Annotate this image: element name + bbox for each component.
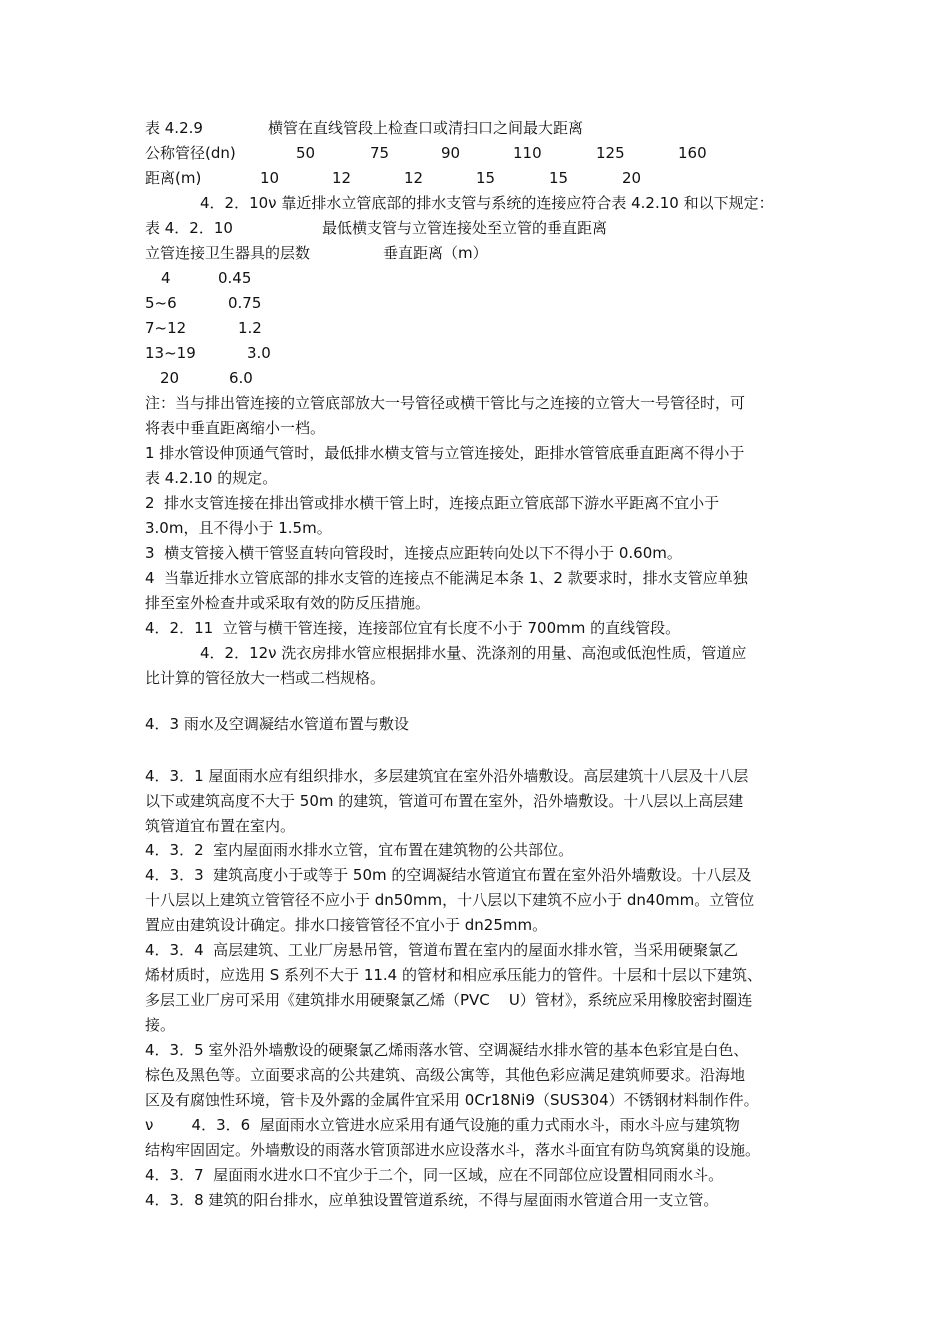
paragraph-4-3-6: ν 4．3．6 屋面雨水立管进水应采用有通气设施的重力式雨水斗，雨水斗应与建筑物 [145, 1116, 740, 1134]
clause-line: 3 横支管接入横干管竖直转向管段时，连接点应距转向处以下不得小于 0.60m。 [145, 544, 682, 562]
table-429-cell: 125 [596, 144, 625, 162]
table-429-cell: 90 [441, 144, 461, 162]
table-429-header-cell: 公称管径(dn) [145, 144, 236, 162]
table-429-cell: 12 [404, 169, 424, 187]
paragraph-4-2-12: 比计算的管径放大一档或二档规格。 [145, 669, 386, 687]
paragraph-4-3-1: 筑管道宜布置在室内。 [145, 817, 296, 835]
table-4210-cell: 13~19 [145, 344, 196, 362]
table-4210-cell: 3.0 [247, 344, 271, 362]
clause-line: 3.0m，且不得小于 1.5m。 [145, 519, 332, 537]
table-4210-header-cell: 垂直距离（m） [383, 244, 488, 262]
table-4210-cell: 7~12 [145, 319, 187, 337]
paragraph-4-3-3: 4．3．3 建筑高度小于或等于 50m 的空调凝结水管道宜布置在室外沿外墙敷设。十八层及 [145, 866, 752, 884]
clause-line: 排至室外检查井或采取有效的防反压措施。 [145, 594, 431, 612]
section-heading-4-3: 4．3 雨水及空调凝结水管道布置与敷设 [145, 715, 409, 733]
table-429-header-cell: 距离(m) [145, 169, 202, 187]
table-4210-cell: 5~6 [145, 294, 177, 312]
paragraph-4-3-1: 以下或建筑高度不大于 50m 的建筑，管道可布置在室外，沿外墙敷设。十八层以上高层建 [145, 792, 744, 810]
paragraph-4-3-2: 4．3．2 室内屋面雨水排水立管，宜布置在建筑物的公共部位。 [145, 841, 574, 859]
table-429-cell: 12 [332, 169, 352, 187]
table-4210-cell: 1.2 [238, 319, 262, 337]
paragraph-4-3-5: 棕色及黑色等。立面要求高的公共建筑、高级公寓等，其他色彩应满足建筑师要求。沿海地 [145, 1066, 746, 1084]
note-line: 注：当与排出管连接的立管底部放大一号管径或横干管比与之连接的立管大一号管径时，可 [145, 394, 746, 412]
table-429-cell: 75 [370, 144, 390, 162]
paragraph-4-3-4: 4．3．4 高层建筑、工业厂房悬吊管，管道布置在室内的屋面水排水管，当采用硬聚氯乙 [145, 941, 739, 959]
clause-line: 4 当靠近排水立管底部的排水支管的连接点不能满足本条 1、2 款要求时，排水支管应单独 [145, 569, 748, 587]
table-4210-cell: 20 [160, 369, 180, 387]
table-4210-cell: 0.75 [228, 294, 262, 312]
paragraph-4-3-5: 4．3．5 室外沿外墙敷设的硬聚氯乙烯雨落水管、空调凝结水排水管的基本色彩宜是白色、 [145, 1041, 749, 1059]
paragraph-4-2-12: 4．2．12ν 洗衣房排水管应根据排水量、洗涤剂的用量、高泡或低泡性质，管道应 [200, 644, 747, 662]
paragraph-4-3-4: 接。 [145, 1016, 176, 1034]
paragraph-4-2-10: 4．2．10ν 靠近排水立管底部的排水支管与系统的连接应符合表 4.2.10 和以下规定： [200, 194, 774, 212]
table-4210-cell: 0.45 [218, 269, 252, 287]
table-4210-title: 最低横支管与立管连接处至立管的垂直距离 [322, 219, 608, 237]
table-429-cell: 10 [260, 169, 280, 187]
paragraph-4-3-8: 4．3．8 建筑的阳台排水，应单独设置管道系统，不得与屋面雨水管道合用一支立管。 [145, 1191, 719, 1209]
table-429-title: 横管在直线管段上检查口或清扫口之间最大距离 [268, 119, 584, 137]
paragraph-4-3-5: 区及有腐蚀性环境，管卡及外露的金属件宜采用 0Cr18Ni9（SUS304）不锈钢材料制作件。 [145, 1091, 759, 1109]
table-4210-header-cell: 立管连接卫生器具的层数 [145, 244, 311, 262]
clause-line: 1 排水管设伸顶通气管时，最低排水横支管与立管连接处，距排水管管底垂直距离不得小于 [145, 444, 745, 462]
table-429-cell: 15 [549, 169, 569, 187]
table-429-cell: 15 [476, 169, 496, 187]
paragraph-4-3-4: 多层工业厂房可采用《建筑排水用硬聚氯乙烯（PVC U）管材》，系统应采用橡胶密封圈连 [145, 991, 753, 1009]
table-429-number: 表 4.2.9 [145, 119, 203, 137]
paragraph-4-3-1: 4．3．1 屋面雨水应有组织排水，多层建筑宜在室外沿外墙敷设。高层建筑十八层及十八层 [145, 767, 749, 785]
paragraph-4-2-11: 4．2．11 立管与横干管连接，连接部位宜有长度不小于 700mm 的直线管段。 [145, 619, 681, 637]
table-4210-cell: 6.0 [229, 369, 253, 387]
paragraph-4-3-6: 结构牢固固定。外墙敷设的雨落水管顶部进水应设落水斗，落水斗面宜有防鸟筑窝巢的设施。 [145, 1141, 761, 1159]
table-4210-cell: 4 [161, 269, 171, 287]
table-429-cell: 160 [678, 144, 707, 162]
paragraph-4-3-7: 4．3．7 屋面雨水进水口不宜少于二个，同一区域，应在不同部位应设置相同雨水斗。 [145, 1166, 724, 1184]
table-4210-number: 表 4．2．10 [145, 219, 233, 237]
table-429-cell: 50 [296, 144, 316, 162]
clause-line: 2 排水支管连接在排出管或排水横干管上时，连接点距立管底部下游水平距离不宜小于 [145, 494, 720, 512]
paragraph-4-3-3: 置应由建筑设计确定。排水口接管管径不宜小于 dn25mm。 [145, 916, 548, 934]
note-line: 将表中垂直距离缩小一档。 [145, 419, 326, 437]
paragraph-4-3-3: 十八层以上建筑立管管径不应小于 dn50mm，十八层以下建筑不应小于 dn40mm。立管位 [145, 891, 755, 909]
paragraph-4-3-4: 烯材质时，应选用 S 系列不大于 11.4 的管材和相应承压能力的管件。十层和十层以下建筑、 [145, 966, 762, 984]
table-429-cell: 20 [622, 169, 642, 187]
table-429-cell: 110 [513, 144, 542, 162]
clause-line: 表 4.2.10 的规定。 [145, 469, 278, 487]
